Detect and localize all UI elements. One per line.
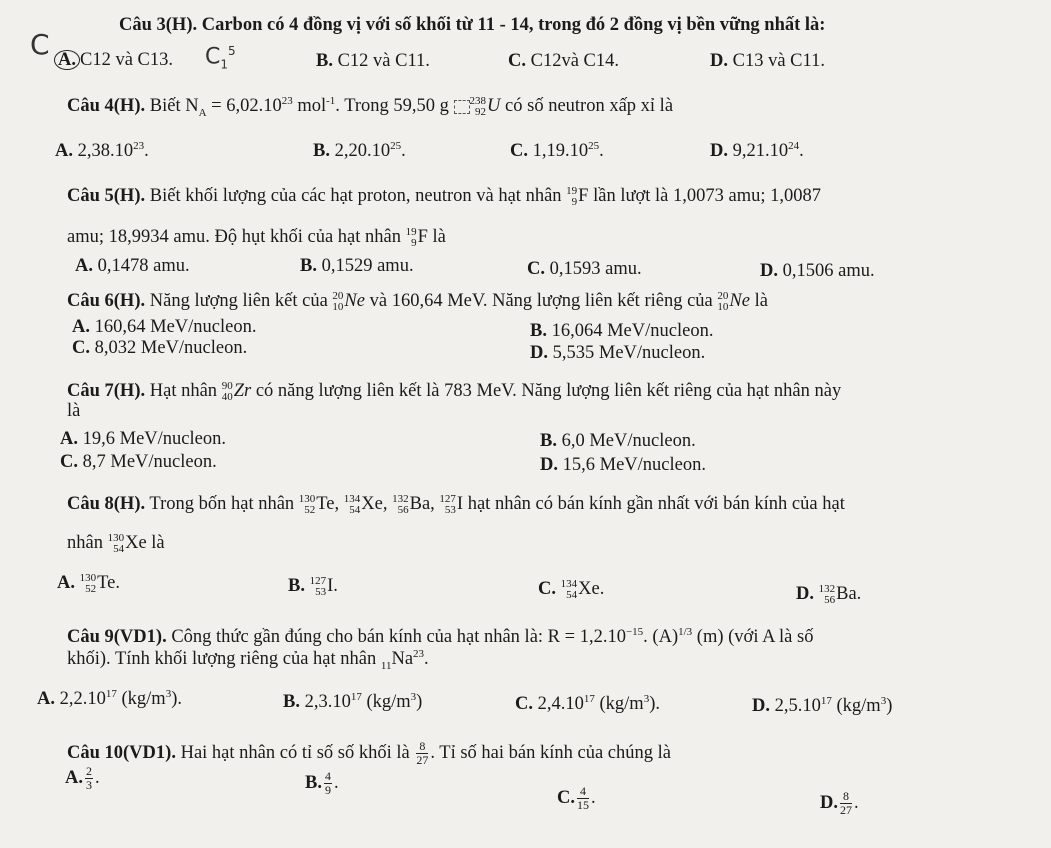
option-isotope-numbers: 132 56 bbox=[818, 582, 836, 606]
q5-option-b[interactable]: B. 0,1529 amu. bbox=[300, 256, 414, 276]
handwritten-mark: C bbox=[30, 28, 50, 61]
ne20-isotope-numbers: 20 10 bbox=[332, 289, 344, 313]
option-label-a-circled: A. bbox=[54, 50, 80, 70]
q8-stem: Câu 8(H). Trong bốn hạt nhân 130 52 Te, 134 54 Xe, 132 56 Ba, 127 53 I hạt nhân có bán kính gần nhất với bán kính của hạt bbox=[67, 492, 845, 516]
xe130-isotope-numbers: 130 54 bbox=[107, 531, 125, 555]
q4-option-d[interactable]: D. 9,21.10$^{24}$. bbox=[710, 140, 804, 162]
option-isotope-numbers: 134 54 bbox=[560, 577, 578, 601]
q7-option-a[interactable]: A. 19,6 MeV/nucleon. bbox=[60, 429, 226, 449]
te-isotope-numbers: 130 52 bbox=[298, 492, 316, 516]
q6-option-c[interactable]: C. 8,032 MeV/nucleon. bbox=[72, 338, 248, 358]
q7-stem: Câu 7(H). Hạt nhân 90 40 Zr có năng lượng liên kết là 783 MeV. Năng lượng liên kết riêng của hạt nhân này bbox=[67, 379, 842, 403]
ba-isotope-numbers: 132 56 bbox=[392, 492, 409, 516]
q8-option-c[interactable]: C. 134 54 Xe. bbox=[538, 577, 605, 601]
q10-option-d[interactable]: D. $\frac{8}{27}$ . bbox=[820, 789, 859, 817]
q4-option-b[interactable]: B. 2,20.10$^{25}$. bbox=[313, 140, 406, 162]
q9-option-c[interactable]: C. 2,4.10$^{17}$ $(kg/m^3)$. bbox=[515, 693, 660, 715]
q10-stem: Câu 10(VD1). Hai hạt nhân có tỉ số số khối là $\frac{8}{27}$ . Tỉ số hai bán kính của chúng là bbox=[67, 739, 671, 767]
q7-option-d[interactable]: D. 15,6 MeV/nucleon. bbox=[540, 455, 706, 475]
q4-option-c[interactable]: C. 1,19.10$^{25}$. bbox=[510, 140, 604, 162]
option-isotope-numbers: 130 52 bbox=[79, 571, 97, 595]
option-fraction: $\frac{2}{3}$ bbox=[86, 764, 92, 792]
q10-option-b[interactable]: B. $\frac{4}{9}$ . bbox=[305, 769, 339, 797]
q9-option-b[interactable]: B. 2,3.10$^{17}$ $(kg/m^3)$ bbox=[283, 691, 423, 713]
handwritten-mark: $C_1^5$ bbox=[205, 44, 236, 72]
q7-option-c[interactable]: C. 8,7 MeV/nucleon. bbox=[60, 452, 217, 472]
option-fraction: $\frac{4}{15}$ bbox=[577, 784, 589, 812]
i-isotope-numbers: 127 53 bbox=[439, 492, 456, 516]
q4-option-a[interactable]: A. 2,38.10$^{23}$. bbox=[55, 140, 149, 162]
q5-stem-line2: amu; 18,9934 amu. Độ hụt khối của hạt nhân 19 9 F là bbox=[67, 225, 446, 249]
q8-option-a[interactable]: A. 130 52 Te. bbox=[57, 571, 120, 595]
q5-stem: Câu 5(H). Biết khối lượng của các hạt proton, neutron và hạt nhân 19 9 F lần lượt là 1,0073 amu; 1,0087 bbox=[67, 184, 822, 208]
q5-option-a[interactable]: A. 0,1478 amu. bbox=[75, 256, 190, 276]
q4-stem: Câu 4(H). Biết $N_A = 6,02.10^{23}$ mol$^{-1}$. Trong 59,50 g 238 92 U có số neutron xấp xỉ là bbox=[67, 94, 674, 119]
q8-stem-line2: nhân 130 54 Xe là bbox=[67, 531, 165, 555]
q7-option-b[interactable]: B. 6,0 MeV/nucleon. bbox=[540, 431, 696, 451]
q9-option-a[interactable]: A. 2,2.10$^{17}$ $(kg/m^3)$. bbox=[37, 688, 182, 710]
xe-isotope-numbers: 134 54 bbox=[343, 492, 361, 516]
option-isotope-numbers: 127 53 bbox=[309, 574, 327, 598]
q6-option-a[interactable]: A. 160,64 MeV/nucleon. bbox=[72, 317, 257, 337]
q7-stem-line2: là bbox=[67, 401, 81, 421]
q10-option-a[interactable]: A. $\frac{2}{3}$ . bbox=[65, 764, 100, 792]
q6-option-d[interactable]: D. 5,535 MeV/nucleon. bbox=[530, 343, 706, 363]
q10-option-c[interactable]: C. $\frac{4}{15}$ . bbox=[557, 784, 596, 812]
q3-stem: Câu 3(H). Carbon có 4 đồng vị với số khối từ 11 - 14, trong đó 2 đồng vị bền vững nhất là: bbox=[119, 15, 826, 35]
q3-option-c[interactable]: C. C12và C14. bbox=[508, 51, 620, 71]
ne20-isotope-numbers: 20 10 bbox=[717, 289, 729, 313]
q6-stem: Câu 6(H). Năng lượng liên kết của 20 10 Ne và 160,64 MeV. Năng lượng liên kết riêng của 20 10 Ne là bbox=[67, 289, 768, 313]
zr90-isotope-numbers: 90 40 bbox=[221, 379, 233, 403]
u238-isotope-numbers: 238 92 bbox=[469, 94, 487, 118]
placeholder-box-icon bbox=[454, 100, 470, 114]
q5-option-d[interactable]: D. 0,1506 amu. bbox=[760, 261, 875, 281]
q9-option-d[interactable]: D. 2,5.10$^{17}$ $(kg/m^3)$ bbox=[752, 695, 893, 717]
f19-isotope-numbers: 19 9 bbox=[405, 225, 417, 249]
f19-isotope-numbers: 19 9 bbox=[566, 184, 578, 208]
q3-option-a[interactable]: A. C12 và C13. bbox=[54, 49, 173, 71]
q6-option-b[interactable]: B. 16,064 MeV/nucleon. bbox=[530, 321, 714, 341]
q9-stem: Câu 9(VD1). Công thức gần đúng cho bán kính của hạt nhân là: $R = 1,2.10^{-15}$. $(A)^{1/3}$ (m) (với A là số bbox=[67, 626, 814, 648]
q9-stem-line2: khối). Tính khối lượng riêng của hạt nhân $_{11}Na^{23}$. bbox=[67, 648, 429, 672]
q8-option-b[interactable]: B. 127 53 I. bbox=[288, 574, 338, 598]
q8-option-d[interactable]: D. 132 56 Ba. bbox=[796, 582, 862, 606]
q3-option-b[interactable]: B. C12 và C11. bbox=[316, 51, 430, 71]
option-fraction: $\frac{8}{27}$ bbox=[840, 789, 852, 817]
mass-ratio-fraction: $\frac{8}{27}$ bbox=[416, 739, 429, 767]
q5-option-c[interactable]: C. 0,1593 amu. bbox=[527, 259, 642, 279]
option-fraction: $\frac{4}{9}$ bbox=[324, 769, 331, 797]
q3-option-d[interactable]: D. C13 và C11. bbox=[710, 51, 825, 71]
